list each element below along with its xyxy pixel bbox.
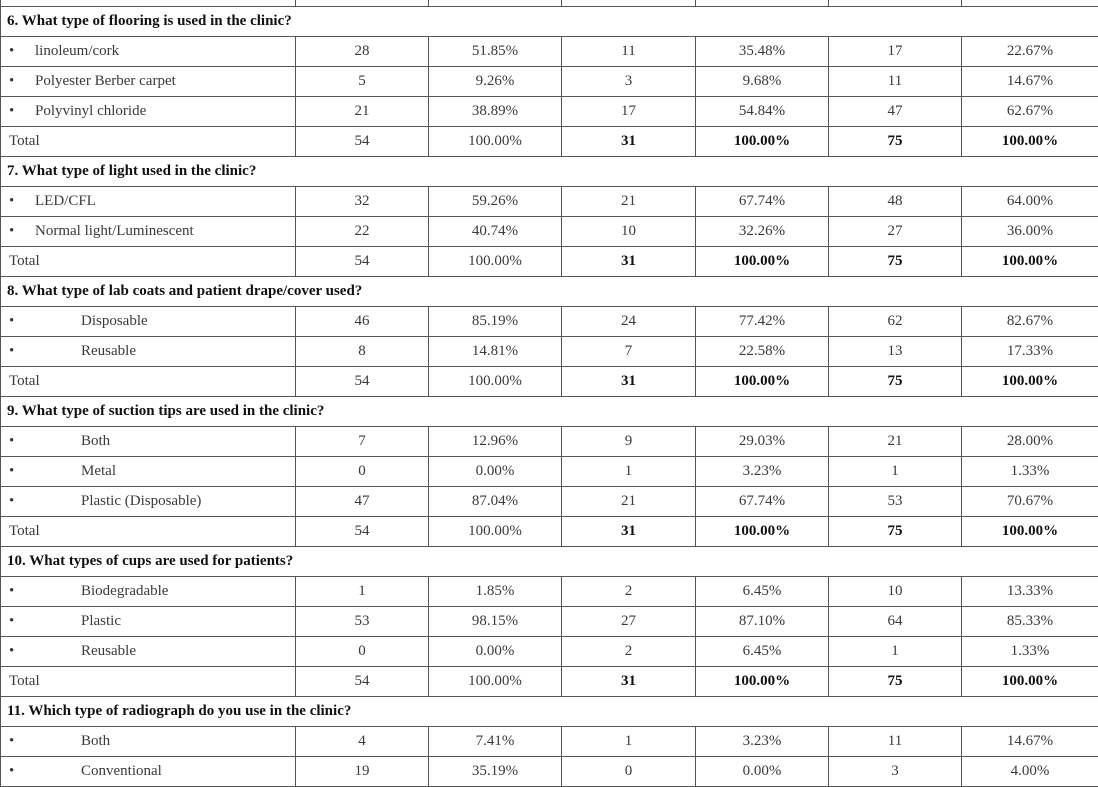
row-label-cell xyxy=(1,37,296,67)
value-cell: 51.85% xyxy=(429,37,562,67)
bullet-icon: • xyxy=(7,457,35,486)
row-label: Plastic xyxy=(81,613,121,629)
total-value-cell: 54 xyxy=(296,517,429,547)
row-label: Reusable xyxy=(81,343,136,359)
value-cell: 13.33% xyxy=(962,577,1098,607)
data-row xyxy=(1,307,1098,337)
value-cell: 59.26% xyxy=(429,187,562,217)
bullet-icon: • xyxy=(7,67,35,96)
value-cell: 38.89% xyxy=(429,97,562,127)
row-label-cell xyxy=(1,217,296,247)
data-row xyxy=(1,457,1098,487)
total-value-cell: 100.00% xyxy=(429,667,562,697)
value-cell: 87.04% xyxy=(429,487,562,517)
bullet-icon: • xyxy=(7,607,35,636)
value-cell: 19 xyxy=(296,757,429,787)
value-cell: 0 xyxy=(296,637,429,667)
section-header-row xyxy=(1,157,1098,187)
value-cell: 12.96% xyxy=(429,427,562,457)
value-cell: 3 xyxy=(562,67,696,97)
total-row xyxy=(1,667,1098,697)
value-cell: 11 xyxy=(562,37,696,67)
row-label-cell xyxy=(1,607,296,637)
value-cell: 0 xyxy=(562,757,696,787)
value-cell: 47 xyxy=(296,487,429,517)
value-cell: 1 xyxy=(562,727,696,757)
row-label-cell xyxy=(1,67,296,97)
total-value-cell: 31 xyxy=(562,667,696,697)
row-label-cell xyxy=(1,577,296,607)
value-cell: 10 xyxy=(829,577,962,607)
value-cell: 64.00% xyxy=(962,187,1098,217)
bullet-icon: • xyxy=(7,637,35,666)
value-cell: 35.19% xyxy=(429,757,562,787)
total-value-cell: 100.00% xyxy=(962,367,1098,397)
value-cell: 1 xyxy=(829,457,962,487)
value-cell: 3.23% xyxy=(696,457,829,487)
table-body xyxy=(1,0,1098,787)
value-cell: 85.19% xyxy=(429,307,562,337)
data-row xyxy=(1,637,1098,667)
total-value-cell: 75 xyxy=(829,517,962,547)
value-cell: 22.67% xyxy=(962,37,1098,67)
total-value-cell: 54 xyxy=(296,127,429,157)
row-label-cell xyxy=(1,97,296,127)
value-cell: 17.33% xyxy=(962,337,1098,367)
total-value-cell: 100.00% xyxy=(429,247,562,277)
value-cell: 54.84% xyxy=(696,97,829,127)
total-value-cell: 31 xyxy=(562,517,696,547)
value-cell: 53 xyxy=(829,487,962,517)
total-value-cell: 100.00% xyxy=(962,667,1098,697)
row-label-cell xyxy=(1,727,296,757)
data-row xyxy=(1,487,1098,517)
value-cell: 87.10% xyxy=(696,607,829,637)
total-value-cell: 100.00% xyxy=(962,247,1098,277)
value-cell: 13 xyxy=(829,337,962,367)
total-value-cell: 31 xyxy=(562,247,696,277)
value-cell: 98.15% xyxy=(429,607,562,637)
section-header-row xyxy=(1,697,1098,727)
value-cell: 21 xyxy=(296,97,429,127)
value-cell: 10 xyxy=(562,217,696,247)
bullet-icon: • xyxy=(7,187,35,216)
value-cell: 5 xyxy=(296,67,429,97)
value-cell: 67.74% xyxy=(696,487,829,517)
value-cell: 64 xyxy=(829,607,962,637)
total-label: Total xyxy=(1,247,296,277)
value-cell: 28.00% xyxy=(962,427,1098,457)
value-cell: 6.45% xyxy=(696,637,829,667)
total-value-cell: 100.00% xyxy=(962,127,1098,157)
row-label: Disposable xyxy=(81,313,148,329)
value-cell: 0.00% xyxy=(429,637,562,667)
section-question: 6. What type of flooring is used in the clinic? xyxy=(1,7,1098,37)
bullet-icon: • xyxy=(7,757,35,786)
value-cell: 47 xyxy=(829,97,962,127)
section-question: 7. What type of light used in the clinic? xyxy=(1,157,1098,187)
data-row xyxy=(1,97,1098,127)
value-cell: 1 xyxy=(296,577,429,607)
row-label: Normal light/Luminescent xyxy=(35,223,194,239)
value-cell: 0 xyxy=(296,457,429,487)
value-cell: 7 xyxy=(296,427,429,457)
value-cell: 7.41% xyxy=(429,727,562,757)
value-cell: 14.67% xyxy=(962,67,1098,97)
total-value-cell: 54 xyxy=(296,247,429,277)
row-label: Polyester Berber carpet xyxy=(35,73,176,89)
row-label-cell xyxy=(1,487,296,517)
value-cell: 21 xyxy=(562,487,696,517)
row-label: Biodegradable xyxy=(81,583,168,599)
value-cell: 24 xyxy=(562,307,696,337)
value-cell: 22.58% xyxy=(696,337,829,367)
value-cell: 6.45% xyxy=(696,577,829,607)
total-row xyxy=(1,247,1098,277)
data-row xyxy=(1,37,1098,67)
bullet-icon: • xyxy=(7,577,35,606)
row-label: Reusable xyxy=(81,643,136,659)
total-row xyxy=(1,517,1098,547)
bullet-icon: • xyxy=(7,727,35,756)
total-label: Total xyxy=(1,127,296,157)
value-cell: 27 xyxy=(829,217,962,247)
value-cell: 67.74% xyxy=(696,187,829,217)
row-label: Both xyxy=(81,733,110,749)
section-header-row xyxy=(1,277,1098,307)
value-cell: 14.81% xyxy=(429,337,562,367)
total-row xyxy=(1,127,1098,157)
data-row xyxy=(1,427,1098,457)
value-cell: 29.03% xyxy=(696,427,829,457)
value-cell: 11 xyxy=(829,727,962,757)
value-cell: 9.68% xyxy=(696,67,829,97)
row-label: LED/CFL xyxy=(35,193,96,209)
section-question: 8. What type of lab coats and patient drape/cover used? xyxy=(1,277,1098,307)
value-cell: 35.48% xyxy=(696,37,829,67)
bullet-icon: • xyxy=(7,307,35,336)
total-value-cell: 100.00% xyxy=(696,367,829,397)
value-cell: 53 xyxy=(296,607,429,637)
value-cell: 2 xyxy=(562,637,696,667)
row-label: Metal xyxy=(81,463,116,479)
total-value-cell: 31 xyxy=(562,367,696,397)
value-cell: 11 xyxy=(829,67,962,97)
value-cell: 62 xyxy=(829,307,962,337)
data-row xyxy=(1,217,1098,247)
row-label: linoleum/cork xyxy=(35,43,119,59)
value-cell: 85.33% xyxy=(962,607,1098,637)
value-cell: 9.26% xyxy=(429,67,562,97)
bullet-icon: • xyxy=(7,97,35,126)
value-cell: 27 xyxy=(562,607,696,637)
section-header-row xyxy=(1,547,1098,577)
bullet-icon: • xyxy=(7,337,35,366)
total-value-cell: 75 xyxy=(829,367,962,397)
value-cell: 82.67% xyxy=(962,307,1098,337)
row-label-cell xyxy=(1,337,296,367)
value-cell: 1 xyxy=(829,637,962,667)
section-header-row xyxy=(1,397,1098,427)
total-label: Total xyxy=(1,517,296,547)
value-cell: 9 xyxy=(562,427,696,457)
value-cell: 77.42% xyxy=(696,307,829,337)
total-value-cell: 54 xyxy=(296,367,429,397)
value-cell: 8 xyxy=(296,337,429,367)
total-value-cell: 100.00% xyxy=(696,127,829,157)
total-value-cell: 100.00% xyxy=(696,247,829,277)
value-cell: 22 xyxy=(296,217,429,247)
value-cell: 46 xyxy=(296,307,429,337)
bullet-icon: • xyxy=(7,487,35,516)
total-value-cell: 100.00% xyxy=(429,517,562,547)
section-question: 10. What types of cups are used for patients? xyxy=(1,547,1098,577)
value-cell: 40.74% xyxy=(429,217,562,247)
value-cell: 0.00% xyxy=(429,457,562,487)
data-row xyxy=(1,337,1098,367)
bullet-icon: • xyxy=(7,217,35,246)
value-cell: 62.67% xyxy=(962,97,1098,127)
row-label-cell xyxy=(1,457,296,487)
value-cell: 32.26% xyxy=(696,217,829,247)
data-row xyxy=(1,577,1098,607)
value-cell: 1.33% xyxy=(962,637,1098,667)
row-label-cell xyxy=(1,637,296,667)
row-label: Polyvinyl chloride xyxy=(35,103,146,119)
total-row xyxy=(1,367,1098,397)
total-value-cell: 100.00% xyxy=(429,367,562,397)
value-cell: 17 xyxy=(829,37,962,67)
row-label-cell xyxy=(1,187,296,217)
total-value-cell: 100.00% xyxy=(429,127,562,157)
value-cell: 1.85% xyxy=(429,577,562,607)
data-row xyxy=(1,67,1098,97)
value-cell: 21 xyxy=(562,187,696,217)
total-label: Total xyxy=(1,367,296,397)
row-label: Conventional xyxy=(81,763,162,779)
value-cell: 48 xyxy=(829,187,962,217)
value-cell: 36.00% xyxy=(962,217,1098,247)
bullet-icon: • xyxy=(7,37,35,66)
value-cell: 1 xyxy=(562,457,696,487)
row-label: Both xyxy=(81,433,110,449)
value-cell: 21 xyxy=(829,427,962,457)
value-cell: 0.00% xyxy=(696,757,829,787)
value-cell: 3.23% xyxy=(696,727,829,757)
section-header-row xyxy=(1,7,1098,37)
value-cell: 32 xyxy=(296,187,429,217)
value-cell: 3 xyxy=(829,757,962,787)
total-value-cell: 75 xyxy=(829,127,962,157)
bullet-icon: • xyxy=(7,427,35,456)
value-cell: 28 xyxy=(296,37,429,67)
value-cell: 2 xyxy=(562,577,696,607)
value-cell: 14.67% xyxy=(962,727,1098,757)
value-cell: 17 xyxy=(562,97,696,127)
value-cell: 1.33% xyxy=(962,457,1098,487)
total-value-cell: 54 xyxy=(296,667,429,697)
total-value-cell: 75 xyxy=(829,667,962,697)
value-cell: 4.00% xyxy=(962,757,1098,787)
data-row xyxy=(1,727,1098,757)
total-value-cell: 100.00% xyxy=(696,667,829,697)
total-label: Total xyxy=(1,667,296,697)
section-question: 11. Which type of radiograph do you use in the clinic? xyxy=(1,697,1098,727)
total-value-cell: 100.00% xyxy=(962,517,1098,547)
value-cell: 70.67% xyxy=(962,487,1098,517)
value-cell: 7 xyxy=(562,337,696,367)
row-label-cell xyxy=(1,427,296,457)
data-row xyxy=(1,187,1098,217)
row-label: Plastic (Disposable) xyxy=(81,493,201,509)
data-row xyxy=(1,607,1098,637)
row-label-cell xyxy=(1,307,296,337)
total-value-cell: 100.00% xyxy=(696,517,829,547)
total-value-cell: 75 xyxy=(829,247,962,277)
section-question: 9. What type of suction tips are used in the clinic? xyxy=(1,397,1098,427)
value-cell: 4 xyxy=(296,727,429,757)
total-value-cell: 31 xyxy=(562,127,696,157)
